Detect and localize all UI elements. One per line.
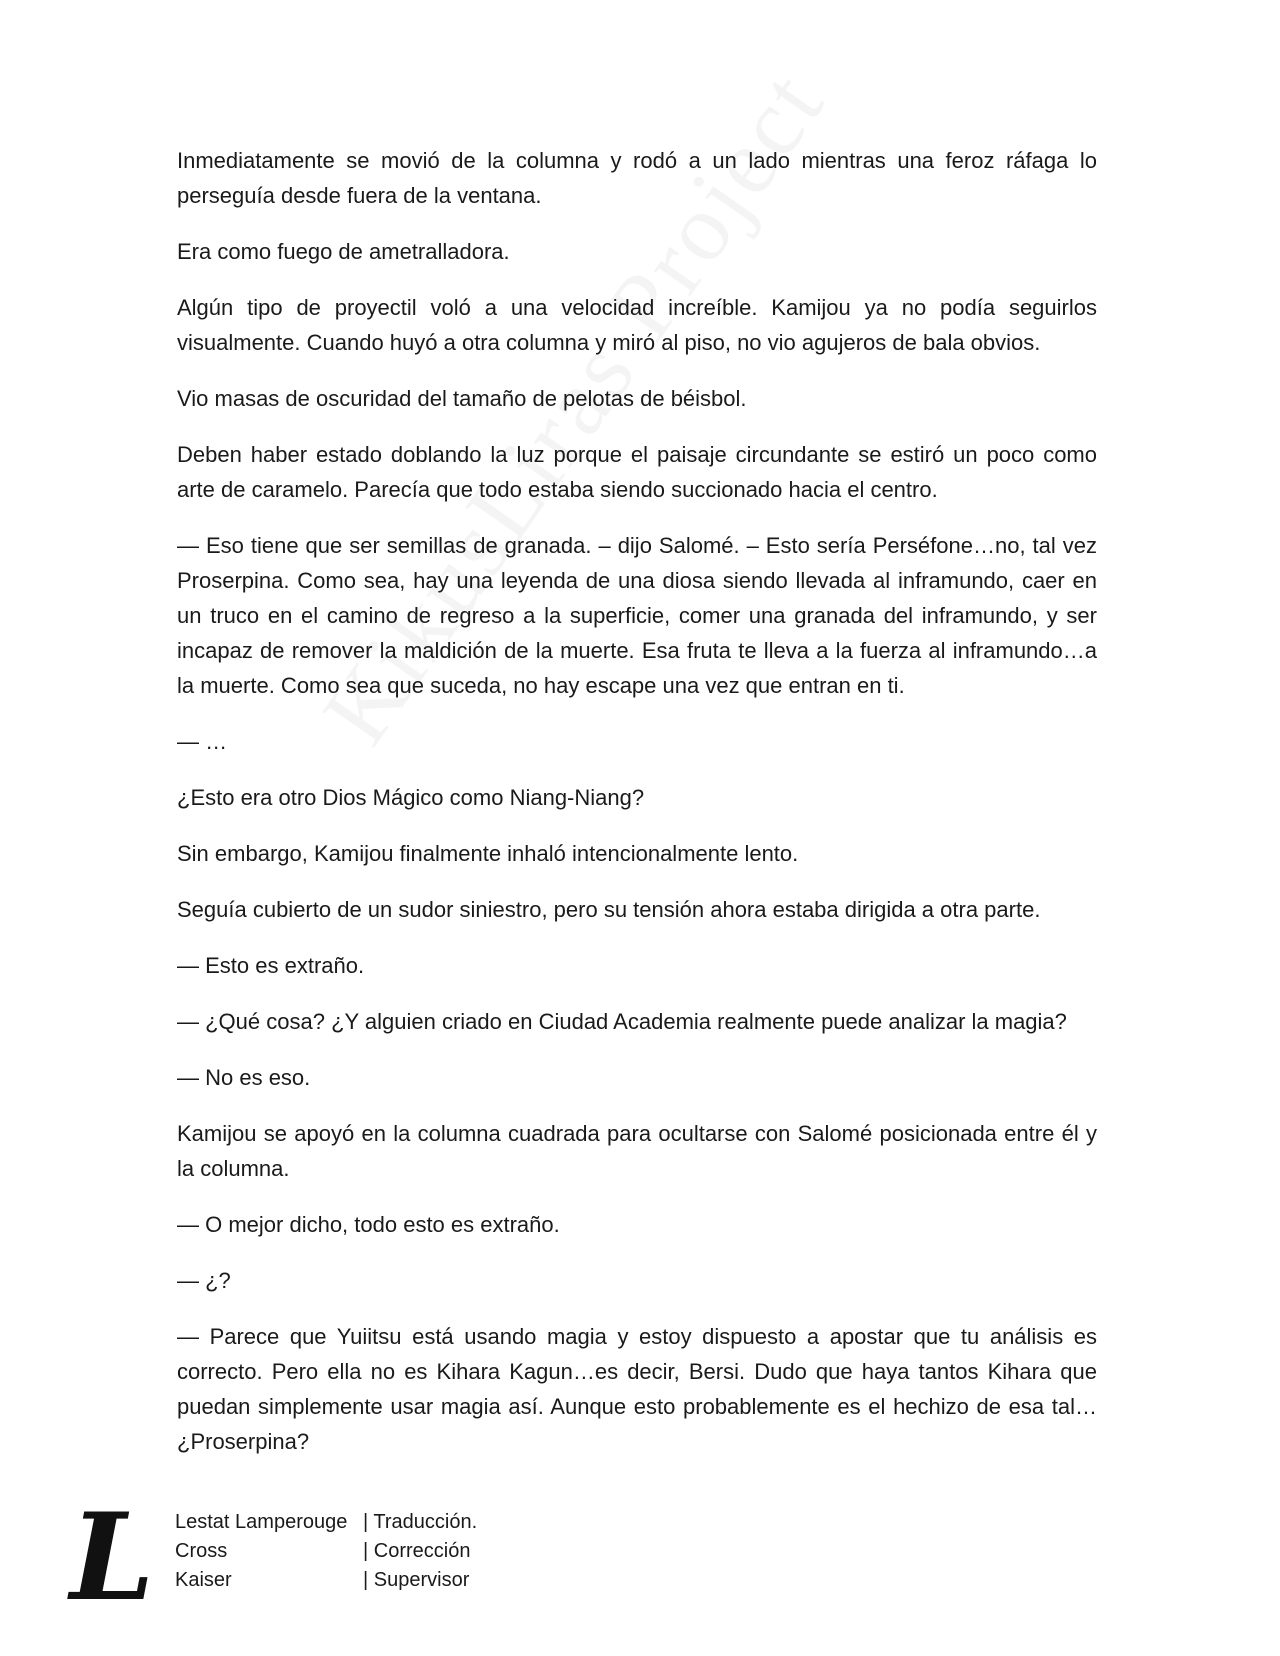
paragraph: Era como fuego de ametralladora. (177, 239, 510, 264)
paragraph: — Esto es extraño. (177, 953, 365, 978)
paragraph: Kamijou se apoyó en la columna cuadrada para ocultarse con Salomé posicionada entre él y la columna. (177, 1121, 1097, 1181)
credit-role: | Traducción. (363, 1511, 478, 1533)
credit-name: Lestat Lamperouge (175, 1511, 348, 1533)
credit-row (175, 1508, 477, 1537)
credit-name: Cross (175, 1540, 228, 1562)
footer (70, 1487, 670, 1628)
body-text (177, 143, 1097, 1480)
paragraph: — … (177, 729, 228, 754)
credits (175, 1508, 477, 1595)
credit-role: | Corrección (363, 1540, 471, 1562)
paragraph: — Parece que Yuiitsu está usando magia y estoy dispuesto a apostar que tu análisis es correcto. Pero ella no es Kihara Kagun…es decir, Bersi. Dudo que haya tantos Kihara que puedan simplemente usar magia así. Aunque esto probablemente es el hechizo de esa tal… ¿Proserpina? (177, 1324, 1097, 1454)
paragraph: Sin embargo, Kamijou finalmente inhaló intencionalmente lento. (177, 841, 799, 866)
credit-row (175, 1566, 477, 1595)
l-logo-icon: L (70, 1487, 155, 1628)
credit-name: Kaiser (175, 1569, 232, 1591)
paragraph: — Eso tiene que ser semillas de granada. – dijo Salomé. – Esto sería Perséfone…no, tal vez Proserpina. Como sea, hay una leyenda de una diosa siendo llevada al inframundo, caer en un truco en el camino de regreso a la superficie, comer una granada del inframundo, y ser incapaz de remover la maldición de la muerte. Esa fruta te lleva a la fuerza al inframundo…a la muerte. Como sea que suceda, no hay escape una vez que entran en ti. (177, 533, 1097, 698)
paragraph: Seguía cubierto de un sudor siniestro, pero su tensión ahora estaba dirigida a otra parte. (177, 897, 1041, 922)
paragraph: — ¿? (177, 1268, 231, 1293)
paragraph: ¿Esto era otro Dios Mágico como Niang-Niang? (177, 785, 645, 810)
credit-row (175, 1537, 477, 1566)
paragraph: Vio masas de oscuridad del tamaño de pelotas de béisbol. (177, 386, 747, 411)
paragraph: Inmediatamente se movió de la columna y rodó a un lado mientras una feroz ráfaga lo perseguía desde fuera de la ventana. (177, 148, 1097, 208)
paragraph: — O mejor dicho, todo esto es extraño. (177, 1212, 560, 1237)
paragraph: Deben haber estado doblando la luz porque el paisaje circundante se estiró un poco como arte de caramelo. Parecía que todo estaba siendo succionado hacia el centro. (177, 442, 1097, 502)
paragraph: — No es eso. (177, 1065, 311, 1090)
paragraph: Algún tipo de proyectil voló a una velocidad increíble. Kamijou ya no podía seguirlos visualmente. Cuando huyó a otra columna y miró al piso, no vio agujeros de bala obvios. (177, 295, 1097, 355)
credit-role: | Supervisor (363, 1569, 470, 1591)
paragraph: — ¿Qué cosa? ¿Y alguien criado en Ciudad Academia realmente puede analizar la magia? (177, 1009, 1067, 1034)
